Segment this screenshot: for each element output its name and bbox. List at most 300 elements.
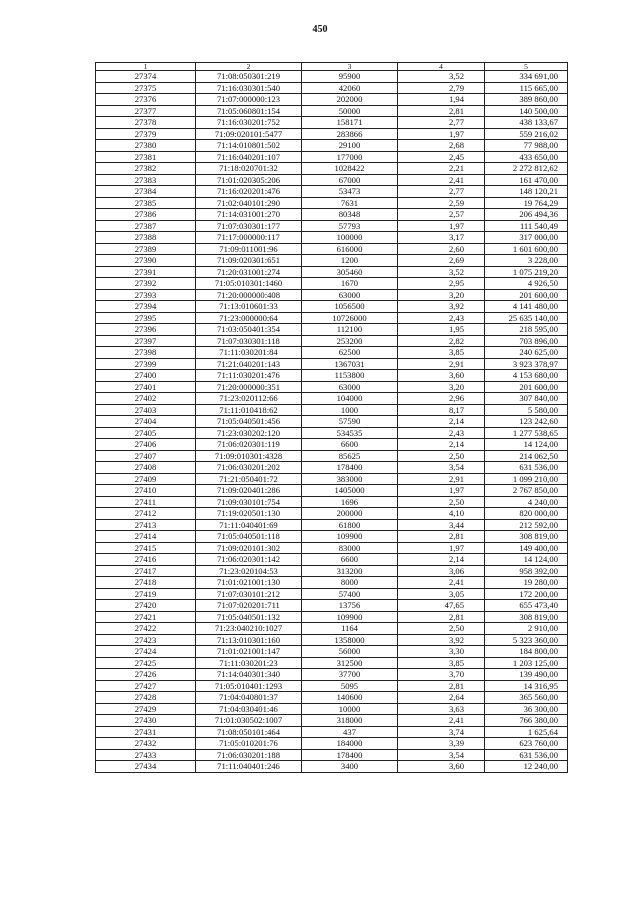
area-cell: 313200 — [302, 565, 398, 577]
table-row — [96, 381, 568, 393]
table-row — [96, 738, 568, 750]
cadastral-number-cell: 71:14:040301:340 — [196, 669, 302, 681]
cadastral-number-cell: 71:07:020201:711 — [196, 600, 302, 612]
cadastral-number-cell: 71:05:040501:132 — [196, 611, 302, 623]
table-row — [96, 611, 568, 623]
table-row — [96, 94, 568, 106]
rate-cell: 2,50 — [398, 450, 485, 462]
table-row — [96, 496, 568, 508]
table-row — [96, 278, 568, 290]
rate-cell: 3,92 — [398, 634, 485, 646]
value-cell: 214 062,50 — [485, 450, 568, 462]
area-cell: 616000 — [302, 243, 398, 255]
rate-cell: 47,65 — [398, 600, 485, 612]
cadastral-number-cell: 71:05:010201:76 — [196, 738, 302, 750]
value-cell: 115 665,00 — [485, 82, 568, 94]
table-row — [96, 669, 568, 681]
area-cell: 1358000 — [302, 634, 398, 646]
value-cell: 389 860,00 — [485, 94, 568, 106]
value-cell: 559 216,02 — [485, 128, 568, 140]
cadastral-number-cell: 71:05:040501:118 — [196, 531, 302, 543]
table-row — [96, 703, 568, 715]
cadastral-number-cell: 71:18:020701:32 — [196, 163, 302, 175]
area-cell: 178400 — [302, 749, 398, 761]
table-row — [96, 542, 568, 554]
value-cell: 161 470,00 — [485, 174, 568, 186]
row-number-cell: 27402 — [96, 393, 196, 405]
area-cell: 1056500 — [302, 301, 398, 313]
cadastral-number-cell: 71:13:010301:160 — [196, 634, 302, 646]
area-cell: 10000 — [302, 703, 398, 715]
rate-cell: 4,10 — [398, 508, 485, 520]
value-cell: 958 392,00 — [485, 565, 568, 577]
cadastral-number-cell: 71:05:010301:1460 — [196, 278, 302, 290]
rate-cell: 2,43 — [398, 427, 485, 439]
page-number: 450 — [312, 24, 328, 35]
rate-cell: 1,97 — [398, 220, 485, 232]
rate-cell: 2,14 — [398, 416, 485, 428]
rate-cell: 2,14 — [398, 554, 485, 566]
table-row — [96, 554, 568, 566]
area-cell: 104000 — [302, 393, 398, 405]
row-number-cell: 27424 — [96, 646, 196, 658]
table-row — [96, 163, 568, 175]
value-cell: 149 400,00 — [485, 542, 568, 554]
value-cell: 140 500,00 — [485, 105, 568, 117]
rate-cell: 2,81 — [398, 531, 485, 543]
row-number-cell: 27387 — [96, 220, 196, 232]
value-cell: 308 819,00 — [485, 611, 568, 623]
table-row — [96, 508, 568, 520]
value-cell: 317 000,00 — [485, 232, 568, 244]
cadastral-number-cell: 71:07:030301:118 — [196, 335, 302, 347]
row-number-cell: 27413 — [96, 519, 196, 531]
rate-cell: 1,95 — [398, 324, 485, 336]
area-cell: 1000 — [302, 404, 398, 416]
cadastral-number-cell: 71:11:030201:476 — [196, 370, 302, 382]
cadastral-number-cell: 71:06:030201:188 — [196, 749, 302, 761]
cadastral-number-cell: 71:08:050101:464 — [196, 726, 302, 738]
column-header-5: 5 — [485, 63, 568, 71]
table-row — [96, 416, 568, 428]
table-row — [96, 519, 568, 531]
cadastral-number-cell: 71:21:040201:143 — [196, 358, 302, 370]
value-cell: 1 277 538,65 — [485, 427, 568, 439]
value-cell: 123 242,60 — [485, 416, 568, 428]
row-number-cell: 27405 — [96, 427, 196, 439]
table-row — [96, 749, 568, 761]
rate-cell: 3,60 — [398, 761, 485, 773]
area-cell: 95900 — [302, 71, 398, 83]
rate-cell: 1,97 — [398, 485, 485, 497]
value-cell: 631 536,00 — [485, 749, 568, 761]
table-row — [96, 600, 568, 612]
area-cell: 63000 — [302, 289, 398, 301]
cadastral-number-cell: 71:05:060801:154 — [196, 105, 302, 117]
cadastral-number-cell: 71:11:030201:23 — [196, 657, 302, 669]
area-cell: 312500 — [302, 657, 398, 669]
rate-cell: 2,57 — [398, 209, 485, 221]
column-header-4: 4 — [398, 63, 485, 71]
rate-cell: 3,06 — [398, 565, 485, 577]
row-number-cell: 27388 — [96, 232, 196, 244]
rate-cell: 2,82 — [398, 335, 485, 347]
value-cell: 1 601 600,00 — [485, 243, 568, 255]
rate-cell: 1,97 — [398, 128, 485, 140]
rate-cell: 2,79 — [398, 82, 485, 94]
rate-cell: 2,41 — [398, 715, 485, 727]
table-row — [96, 393, 568, 405]
value-cell: 307 840,00 — [485, 393, 568, 405]
cadastral-number-cell: 71:20:000000:408 — [196, 289, 302, 301]
row-number-cell: 27429 — [96, 703, 196, 715]
area-cell: 383000 — [302, 473, 398, 485]
rate-cell: 2,60 — [398, 243, 485, 255]
rate-cell: 2,64 — [398, 692, 485, 704]
cadastral-number-cell: 71:19:020501:130 — [196, 508, 302, 520]
cadastral-number-cell: 71:01:020305:206 — [196, 174, 302, 186]
area-cell: 57793 — [302, 220, 398, 232]
cadastral-number-cell: 71:09:020101:5477 — [196, 128, 302, 140]
value-cell: 201 600,00 — [485, 381, 568, 393]
rate-cell: 3,52 — [398, 71, 485, 83]
value-cell: 212 592,00 — [485, 519, 568, 531]
value-cell: 1 625,64 — [485, 726, 568, 738]
row-number-cell: 27431 — [96, 726, 196, 738]
cadastral-number-cell: 71:23:040210:1027 — [196, 623, 302, 635]
cadastral-number-cell: 71:06:020301:142 — [196, 554, 302, 566]
value-cell: 1 203 125,00 — [485, 657, 568, 669]
value-cell: 139 490,00 — [485, 669, 568, 681]
row-number-cell: 27427 — [96, 680, 196, 692]
table-row — [96, 220, 568, 232]
cadastral-number-cell: 71:05:010401:1293 — [196, 680, 302, 692]
value-cell: 3 228,00 — [485, 255, 568, 267]
row-number-cell: 27425 — [96, 657, 196, 669]
cadastral-number-cell: 71:14:010801:502 — [196, 140, 302, 152]
row-number-cell: 27403 — [96, 404, 196, 416]
table-row — [96, 646, 568, 658]
value-cell: 623 760,00 — [485, 738, 568, 750]
table-row — [96, 634, 568, 646]
area-cell: 253200 — [302, 335, 398, 347]
rate-cell: 3,20 — [398, 381, 485, 393]
area-cell: 8000 — [302, 577, 398, 589]
value-cell: 655 473,40 — [485, 600, 568, 612]
row-number-cell: 27386 — [96, 209, 196, 221]
rate-cell: 3,92 — [398, 301, 485, 313]
area-cell: 85625 — [302, 450, 398, 462]
area-cell: 1164 — [302, 623, 398, 635]
table-row — [96, 140, 568, 152]
rate-cell: 8,17 — [398, 404, 485, 416]
table-row — [96, 577, 568, 589]
row-number-cell: 27396 — [96, 324, 196, 336]
area-cell: 42060 — [302, 82, 398, 94]
value-cell: 631 536,00 — [485, 462, 568, 474]
row-number-cell: 27414 — [96, 531, 196, 543]
table-row — [96, 105, 568, 117]
rate-cell: 2,21 — [398, 163, 485, 175]
area-cell: 1405000 — [302, 485, 398, 497]
row-number-cell: 27434 — [96, 761, 196, 773]
value-cell: 25 635 140,00 — [485, 312, 568, 324]
row-number-cell: 27432 — [96, 738, 196, 750]
cadastral-number-cell: 71:11:010418:62 — [196, 404, 302, 416]
value-cell: 184 800,00 — [485, 646, 568, 658]
rate-cell: 2,77 — [398, 186, 485, 198]
area-cell: 100000 — [302, 232, 398, 244]
rate-cell: 3,54 — [398, 462, 485, 474]
row-number-cell: 27415 — [96, 542, 196, 554]
cadastral-number-cell: 71:01:021001:130 — [196, 577, 302, 589]
table-row — [96, 680, 568, 692]
row-number-cell: 27428 — [96, 692, 196, 704]
table-row — [96, 565, 568, 577]
value-cell: 14 124,00 — [485, 439, 568, 451]
area-cell: 56000 — [302, 646, 398, 658]
row-number-cell: 27418 — [96, 577, 196, 589]
area-cell: 177000 — [302, 151, 398, 163]
cadastral-number-cell: 71:09:020401:286 — [196, 485, 302, 497]
rate-cell: 2,91 — [398, 473, 485, 485]
rate-cell: 2,68 — [398, 140, 485, 152]
area-cell: 61800 — [302, 519, 398, 531]
cadastral-number-cell: 71:09:020101:302 — [196, 542, 302, 554]
row-number-cell: 27421 — [96, 611, 196, 623]
cadastral-number-cell: 71:16:040201:107 — [196, 151, 302, 163]
table-body — [96, 71, 568, 773]
row-number-cell: 27392 — [96, 278, 196, 290]
row-number-cell: 27380 — [96, 140, 196, 152]
cadastral-number-cell: 71:16:020201:476 — [196, 186, 302, 198]
area-cell: 140600 — [302, 692, 398, 704]
row-number-cell: 27379 — [96, 128, 196, 140]
area-cell: 37700 — [302, 669, 398, 681]
rate-cell: 2,95 — [398, 278, 485, 290]
table-row — [96, 692, 568, 704]
cadastral-number-cell: 71:06:020301:119 — [196, 439, 302, 451]
row-number-cell: 27381 — [96, 151, 196, 163]
area-cell: 50000 — [302, 105, 398, 117]
rate-cell: 3,85 — [398, 657, 485, 669]
column-header-1: 1 — [96, 63, 196, 71]
cadastral-number-cell: 71:05:040501:456 — [196, 416, 302, 428]
table-row — [96, 623, 568, 635]
table-row — [96, 266, 568, 278]
rate-cell: 3,52 — [398, 266, 485, 278]
row-number-cell: 27391 — [96, 266, 196, 278]
value-cell: 19 764,29 — [485, 197, 568, 209]
row-number-cell: 27401 — [96, 381, 196, 393]
rate-cell: 2,50 — [398, 496, 485, 508]
rate-cell: 3,30 — [398, 646, 485, 658]
table-row — [96, 404, 568, 416]
row-number-cell: 27406 — [96, 439, 196, 451]
rate-cell: 2,41 — [398, 174, 485, 186]
rate-cell: 3,54 — [398, 749, 485, 761]
table-row — [96, 347, 568, 359]
area-cell: 318000 — [302, 715, 398, 727]
cadastral-number-cell: 71:04:030401:46 — [196, 703, 302, 715]
row-number-cell: 27412 — [96, 508, 196, 520]
rate-cell: 3,39 — [398, 738, 485, 750]
value-cell: 308 819,00 — [485, 531, 568, 543]
row-number-cell: 27408 — [96, 462, 196, 474]
cadastral-number-cell: 71:17:000000:117 — [196, 232, 302, 244]
rate-cell: 3,20 — [398, 289, 485, 301]
value-cell: 14 316,95 — [485, 680, 568, 692]
rate-cell: 3,63 — [398, 703, 485, 715]
value-cell: 2 910,00 — [485, 623, 568, 635]
table-row — [96, 726, 568, 738]
rate-cell: 3,70 — [398, 669, 485, 681]
rate-cell: 2,91 — [398, 358, 485, 370]
row-number-cell: 27399 — [96, 358, 196, 370]
value-cell: 4 141 480,00 — [485, 301, 568, 313]
table-row — [96, 473, 568, 485]
row-number-cell: 27417 — [96, 565, 196, 577]
row-number-cell: 27398 — [96, 347, 196, 359]
value-cell: 3 923 378,97 — [485, 358, 568, 370]
rate-cell: 3,60 — [398, 370, 485, 382]
area-cell: 437 — [302, 726, 398, 738]
area-cell: 158171 — [302, 117, 398, 129]
value-cell: 703 896,00 — [485, 335, 568, 347]
value-cell: 5 580,00 — [485, 404, 568, 416]
rate-cell: 2,14 — [398, 439, 485, 451]
table-row — [96, 301, 568, 313]
header-row — [96, 63, 568, 71]
rate-cell: 3,44 — [398, 519, 485, 531]
area-cell: 200000 — [302, 508, 398, 520]
cadastral-number-cell: 71:09:020301:651 — [196, 255, 302, 267]
row-number-cell: 27426 — [96, 669, 196, 681]
row-number-cell: 27374 — [96, 71, 196, 83]
table-row — [96, 186, 568, 198]
value-cell: 172 200,00 — [485, 588, 568, 600]
table-row — [96, 450, 568, 462]
row-number-cell: 27423 — [96, 634, 196, 646]
table-row — [96, 174, 568, 186]
table-row — [96, 289, 568, 301]
rate-cell: 3,74 — [398, 726, 485, 738]
cadastral-number-cell: 71:03:050401:354 — [196, 324, 302, 336]
rate-cell: 2,43 — [398, 312, 485, 324]
row-number-cell: 27404 — [96, 416, 196, 428]
rate-cell: 3,17 — [398, 232, 485, 244]
value-cell: 12 240,00 — [485, 761, 568, 773]
area-cell: 29100 — [302, 140, 398, 152]
column-header-2: 2 — [196, 63, 302, 71]
area-cell: 80348 — [302, 209, 398, 221]
row-number-cell: 27377 — [96, 105, 196, 117]
cadastral-number-cell: 71:08:050301:219 — [196, 71, 302, 83]
table-row — [96, 462, 568, 474]
cadastral-number-cell: 71:09:011001:96 — [196, 243, 302, 255]
area-cell: 63000 — [302, 381, 398, 393]
value-cell: 4 926,50 — [485, 278, 568, 290]
cadastral-number-cell: 71:14:031001:270 — [196, 209, 302, 221]
table-row — [96, 588, 568, 600]
cadastral-number-cell: 71:16:030201:752 — [196, 117, 302, 129]
table-row — [96, 324, 568, 336]
table-row — [96, 761, 568, 773]
table-row — [96, 531, 568, 543]
area-cell: 10726000 — [302, 312, 398, 324]
rate-cell: 2,59 — [398, 197, 485, 209]
table-row — [96, 255, 568, 267]
area-cell: 6600 — [302, 554, 398, 566]
table-row — [96, 71, 568, 83]
area-cell: 53473 — [302, 186, 398, 198]
cadastral-number-cell: 71:09:010301:4328 — [196, 450, 302, 462]
row-number-cell: 27389 — [96, 243, 196, 255]
table-row — [96, 657, 568, 669]
area-cell: 109900 — [302, 611, 398, 623]
table-row — [96, 370, 568, 382]
cadastral-number-cell: 71:11:040401:246 — [196, 761, 302, 773]
cadastral-number-cell: 71:01:021001:147 — [196, 646, 302, 658]
value-cell: 433 650,00 — [485, 151, 568, 163]
cadastral-table — [95, 62, 568, 773]
value-cell: 2 767 850,00 — [485, 485, 568, 497]
value-cell: 5 323 360,00 — [485, 634, 568, 646]
value-cell: 1 075 219,20 — [485, 266, 568, 278]
value-cell: 4 240,00 — [485, 496, 568, 508]
row-number-cell: 27407 — [96, 450, 196, 462]
row-number-cell: 27393 — [96, 289, 196, 301]
row-number-cell: 27419 — [96, 588, 196, 600]
table-row — [96, 197, 568, 209]
table-row — [96, 485, 568, 497]
cadastral-number-cell: 71:13:010601:33 — [196, 301, 302, 313]
row-number-cell: 27420 — [96, 600, 196, 612]
cadastral-number-cell: 71:20:031001:274 — [196, 266, 302, 278]
rate-cell: 2,81 — [398, 611, 485, 623]
row-number-cell: 27385 — [96, 197, 196, 209]
row-number-cell: 27376 — [96, 94, 196, 106]
row-number-cell: 27400 — [96, 370, 196, 382]
rate-cell: 1,97 — [398, 542, 485, 554]
table-row — [96, 209, 568, 221]
table-row — [96, 312, 568, 324]
value-cell: 36 300,00 — [485, 703, 568, 715]
area-cell: 5095 — [302, 680, 398, 692]
cadastral-number-cell: 71:20:000000:351 — [196, 381, 302, 393]
cadastral-number-cell: 71:16:030301:540 — [196, 82, 302, 94]
area-cell: 3400 — [302, 761, 398, 773]
value-cell: 148 120,21 — [485, 186, 568, 198]
row-number-cell: 27378 — [96, 117, 196, 129]
row-number-cell: 27410 — [96, 485, 196, 497]
cadastral-number-cell: 71:23:020112:66 — [196, 393, 302, 405]
rate-cell: 2,96 — [398, 393, 485, 405]
rate-cell: 2,77 — [398, 117, 485, 129]
cadastral-number-cell: 71:23:020104:53 — [196, 565, 302, 577]
area-cell: 109900 — [302, 531, 398, 543]
row-number-cell: 27395 — [96, 312, 196, 324]
value-cell: 438 133,67 — [485, 117, 568, 129]
area-cell: 1028422 — [302, 163, 398, 175]
value-cell: 365 560,00 — [485, 692, 568, 704]
cadastral-number-cell: 71:23:030202:120 — [196, 427, 302, 439]
rate-cell: 2,45 — [398, 151, 485, 163]
row-number-cell: 27422 — [96, 623, 196, 635]
rate-cell: 3,85 — [398, 347, 485, 359]
area-cell: 534535 — [302, 427, 398, 439]
rate-cell: 2,81 — [398, 105, 485, 117]
